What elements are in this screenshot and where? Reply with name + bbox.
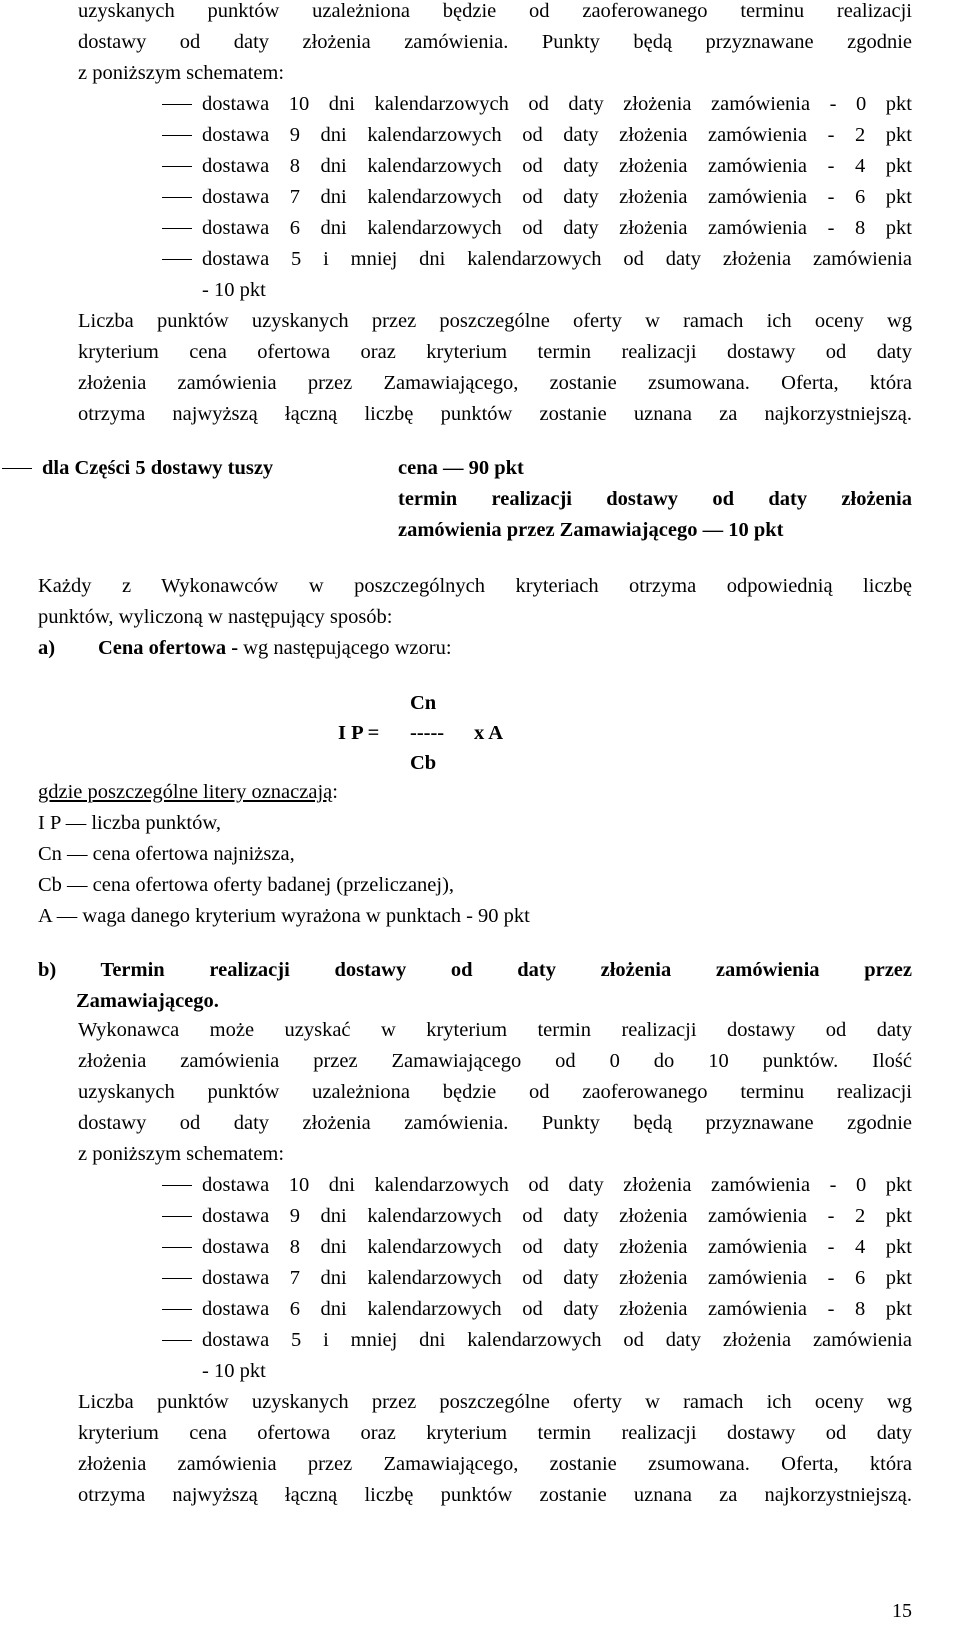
dash-bullet-icon — [162, 228, 192, 229]
dash-bullet-icon — [162, 259, 192, 260]
top-intro-line: z poniższym schematem: — [78, 62, 285, 84]
list-item: dostawa 10 dni kalendarzowych od daty złożenia zamówienia - 0 pkt — [162, 1170, 912, 1201]
dash-bullet-icon — [162, 1340, 192, 1341]
criterion-a-heading: a) Cena ofertowa - wg następującego wzoru: — [38, 637, 452, 659]
section-b-schedule-list — [162, 1170, 912, 1387]
dash-bullet-icon — [162, 104, 192, 105]
list-item: dostawa 8 dni kalendarzowych od daty złożenia zamówienia - 4 pkt — [162, 1232, 912, 1263]
criterion-delivery: termin realizacji dostawy od daty złożenia — [398, 488, 912, 510]
top-schedule-list — [162, 89, 912, 306]
top-intro — [78, 0, 912, 89]
legend-item: I P — liczba punktów, — [38, 812, 221, 834]
legend-item: A — waga danego kryterium wyrażona w punktach - 90 pkt — [38, 905, 530, 927]
list-item: dostawa 9 dni kalendarzowych od daty złożenia zamówienia - 2 pkt — [162, 1201, 912, 1232]
summary-line: złożenia zamówienia przez Zamawiającego, zostanie zsumowana. Oferta, która — [78, 1453, 912, 1475]
section-b-summary — [78, 1387, 912, 1511]
list-item: dostawa 8 dni kalendarzowych od daty złożenia zamówienia - 4 pkt — [162, 151, 912, 182]
list-item: dostawa 5 i mniej dni kalendarzowych od daty złożenia zamówienia - 10 pkt — [162, 1325, 912, 1387]
legend-item: Cb — cena ofertowa oferty badanej (przeliczanej), — [38, 874, 455, 896]
dash-bullet-icon — [162, 1216, 192, 1217]
criterion-delivery-cont: zamówienia przez Zamawiającego — 10 pkt — [398, 519, 784, 541]
criterion-price: cena — 90 pkt — [398, 457, 524, 479]
list-item: dostawa 7 dni kalendarzowych od daty złożenia zamówienia - 6 pkt — [162, 1263, 912, 1294]
dash-bullet-icon — [162, 1185, 192, 1186]
list-item: dostawa 7 dni kalendarzowych od daty złożenia zamówienia - 6 pkt — [162, 182, 912, 213]
list-item: dostawa 6 dni kalendarzowych od daty złożenia zamówienia - 8 pkt — [162, 1294, 912, 1325]
summary-line: otrzyma najwyższą łączną liczbę punktów zostanie uznana za najkorzystniejszą. — [78, 403, 912, 425]
summary-line: złożenia zamówienia przez Zamawiającego, zostanie zsumowana. Oferta, która — [78, 372, 912, 394]
list-item: dostawa 5 i mniej dni kalendarzowych od daty złożenia zamówienia - 10 pkt — [162, 244, 912, 306]
legend-heading: gdzie poszczególne litery oznaczają: — [38, 781, 338, 803]
summary-line: otrzyma najwyższą łączną liczbę punktów zostanie uznana za najkorzystniejszą. — [78, 1484, 912, 1506]
scoring-intro: Każdy z Wykonawców w poszczególnych kryteriach otrzyma odpowiednią liczbę punktów, wyliczoną w następujący sposób: a) Cena ofertowa - wg następującego wzoru: — [38, 571, 912, 664]
top-summary — [78, 306, 912, 430]
dash-bullet-icon — [2, 468, 32, 469]
formula-fraction-bar: ----- — [410, 722, 445, 744]
formula-multiplier: x A — [474, 722, 504, 744]
page-number: 15 — [892, 1600, 912, 1622]
section-b-body: Wykonawca może uzyskać w kryterium termin realizacji dostawy od daty złożenia zamówienia przez Zamawiającego od 0 do 10 punktów. Ilość uzyskanych punktów uzależniona będzie od zaoferowanego terminu realizacji dostawy od daty złożenia zamówienia. Punkty będą przyznawane zgodnie z poniższym schematem: — [78, 1019, 912, 1165]
legend-item: Cn — cena ofertowa najniższa, — [38, 843, 295, 865]
summary-line: kryterium cena ofertowa oraz kryterium termin realizacji dostawy od daty — [78, 341, 912, 363]
formula-legend — [38, 777, 912, 932]
list-item: dostawa 9 dni kalendarzowych od daty złożenia zamówienia - 2 pkt — [162, 120, 912, 151]
dash-bullet-icon — [162, 135, 192, 136]
part5-label: dla Części 5 dostawy tuszy — [2, 453, 382, 484]
dash-bullet-icon — [162, 1309, 192, 1310]
formula-denominator: Cb — [410, 752, 437, 774]
section-b-heading: b) Termin realizacji dostawy od daty złożenia zamówienia przez Zamawiającego. — [38, 959, 912, 1012]
top-intro-line: dostawy od daty złożenia zamówienia. Punkty będą przyznawane zgodnie — [78, 31, 912, 53]
part5-criteria — [398, 453, 912, 546]
dash-bullet-icon — [162, 166, 192, 167]
top-intro-line: uzyskanych punktów uzależniona będzie od zaoferowanego terminu realizacji — [78, 0, 912, 22]
formula-numerator: Cn — [410, 692, 437, 714]
list-item: dostawa 6 dni kalendarzowych od daty złożenia zamówienia - 8 pkt — [162, 213, 912, 244]
summary-line: Liczba punktów uzyskanych przez poszczególne oferty w ramach ich oceny wg — [78, 1391, 912, 1413]
formula-lhs: I P = — [338, 722, 380, 744]
list-item: dostawa 10 dni kalendarzowych od daty złożenia zamówienia - 0 pkt — [162, 89, 912, 120]
summary-line: kryterium cena ofertowa oraz kryterium termin realizacji dostawy od daty — [78, 1422, 912, 1444]
dash-bullet-icon — [162, 197, 192, 198]
dash-bullet-icon — [162, 1278, 192, 1279]
dash-bullet-icon — [162, 1247, 192, 1248]
summary-line: Liczba punktów uzyskanych przez poszczególne oferty w ramach ich oceny wg — [78, 310, 912, 332]
